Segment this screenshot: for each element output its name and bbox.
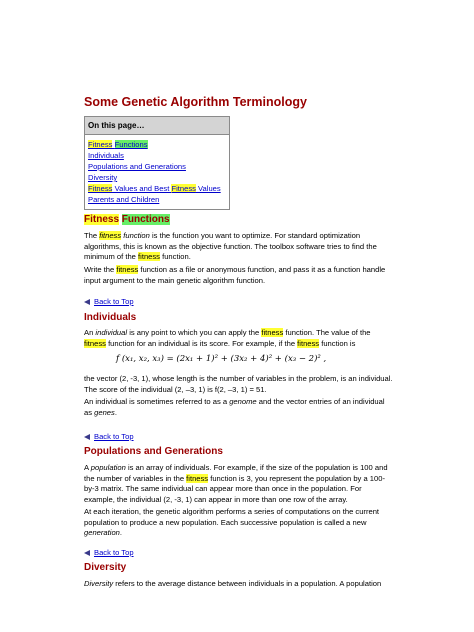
paragraph-fitness-1: The fitness function is the function you want to optimize. For standard optimization algorithms, this is known as the objective function. The toolbox software tries to find the minimum of the fitness function. xyxy=(84,231,377,261)
back-to-top-link[interactable]: Back to Top xyxy=(84,432,134,441)
toc-link-populations-generations[interactable]: Populations and Generations xyxy=(88,162,186,171)
paragraph-fitness-2: Write the fitness function as a file or anonymous function, and pass it as a function handle input argument to the main genetic algorithm function. xyxy=(84,265,386,285)
paragraph-individuals-2: the vector (2, -3, 1), whose length is the number of variables in the problem, is an individual. The score of the individual (2, –3, 1) is f(2, –3, 1) = 51. xyxy=(84,374,393,394)
toc-link-individuals[interactable]: Individuals xyxy=(88,151,124,160)
heading-fitness-functions: Fitness Functions xyxy=(84,214,170,225)
toc-heading: On this page… xyxy=(85,117,229,135)
back-arrow-icon xyxy=(84,299,90,305)
back-arrow-icon xyxy=(84,434,90,440)
paragraph-populations-2: At each iteration, the genetic algorithm performs a series of computations on the current population to produce a new population. Each successive population is called a new generation. xyxy=(84,507,380,537)
toc-list xyxy=(85,135,229,209)
heading-populations-generations: Populations and Generations xyxy=(84,446,223,457)
heading-diversity: Diversity xyxy=(84,562,127,573)
toc-link-parents-children[interactable]: Parents and Children xyxy=(88,195,160,204)
toc-link-fitness-functions[interactable]: Fitness Functions xyxy=(88,140,148,149)
on-this-page-box xyxy=(84,116,230,210)
toc-link-fitness-values[interactable]: Fitness Values and Best Fitness Values xyxy=(88,184,221,193)
fitness-formula: f (x₁, x₂, x₃) = (2x₁ + 1)² + (3x₂ + 4)² + (x₃ − 2)² , xyxy=(116,354,327,364)
toc-link-diversity[interactable]: Diversity xyxy=(88,173,118,182)
page-title: Some Genetic Algorithm Terminology xyxy=(84,95,307,109)
paragraph-populations-1: A population is an array of individuals. For example, if the size of the population is 100 and the number of variables in the fitness function is 3, you represent the population by a 100-by-3 matrix. The same individual can appear more than once in the population. For example, the individual (2, -3, 1) can appear in more than one row of the array. xyxy=(84,463,388,504)
back-arrow-icon xyxy=(84,550,90,556)
paragraph-diversity-1: Diversity refers to the average distance between individuals in a population. A population xyxy=(84,579,382,588)
back-to-top-link[interactable]: Back to Top xyxy=(84,297,134,306)
heading-individuals: Individuals xyxy=(84,312,137,323)
paragraph-individuals-3: An individual is sometimes referred to as a genome and the vector entries of an individual as genes. xyxy=(84,397,385,417)
back-to-top-link[interactable]: Back to Top xyxy=(84,548,134,557)
paragraph-individuals-1: An individual is any point to which you can apply the fitness function. The value of the fitness function for an individual is its score. For example, if the fitness function is xyxy=(84,328,371,348)
